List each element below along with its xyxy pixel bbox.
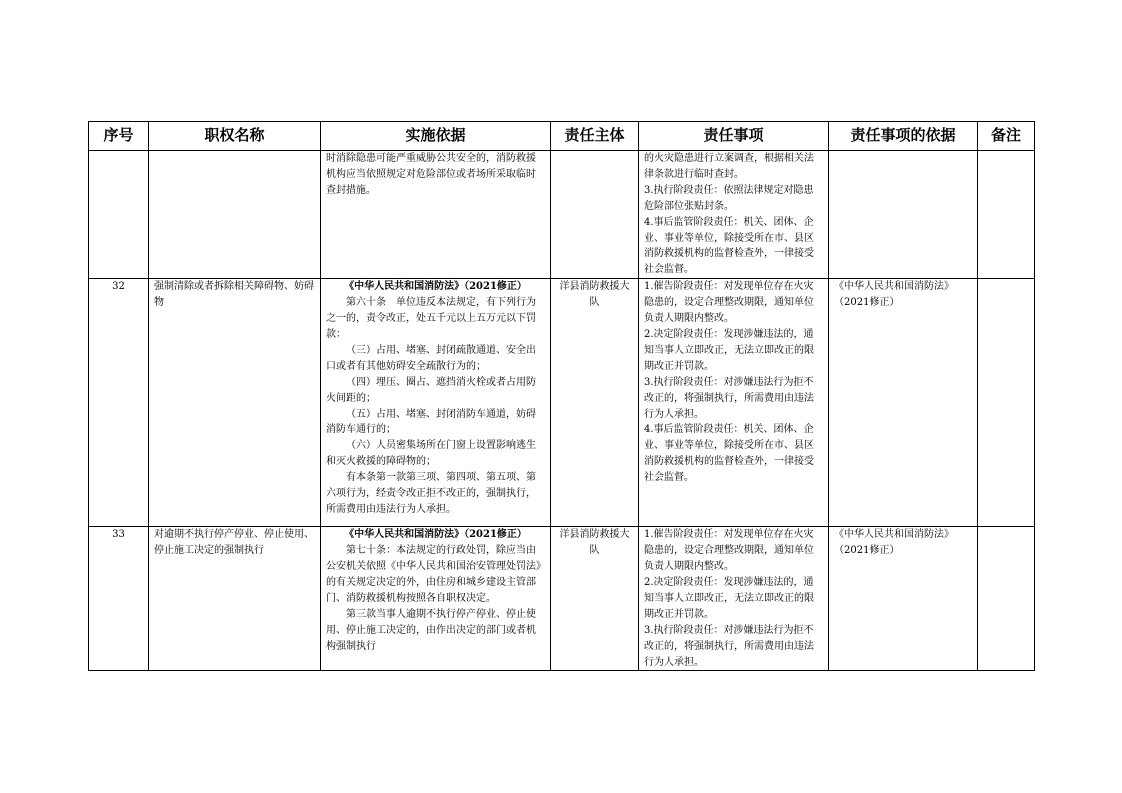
header-name: 职权名称 bbox=[149, 122, 321, 151]
table-row-continued bbox=[89, 151, 1035, 279]
law-paragraph: 有本条第一款第三项、第四项、第五项、第六项行为，经责令改正拒不改正的，强制执行，所需费用由违法行为人承担。 bbox=[326, 472, 536, 515]
cell-seq: 33 bbox=[89, 527, 149, 671]
law-paragraph: （五）占用、堵塞、封闭消防车通道，妨碍消防车通行的； bbox=[326, 408, 536, 436]
cell-notes bbox=[978, 527, 1035, 671]
table-row-32 bbox=[89, 279, 1035, 527]
cell-seq: 32 bbox=[89, 279, 149, 527]
cell-duty-basis: 《中华人民共和国消防法》（2021修正） bbox=[829, 527, 978, 671]
header-duties: 责任事项 bbox=[639, 122, 829, 151]
cell-name bbox=[149, 151, 321, 279]
cell-duty-basis: 《中华人民共和国消防法》（2021修正） bbox=[829, 279, 978, 527]
table-row-33 bbox=[89, 527, 1035, 671]
header-notes: 备注 bbox=[978, 122, 1035, 151]
cell-name: 对逾期不执行停产停业、停止使用、停止施工决定的强制执行 bbox=[149, 527, 321, 671]
cell-notes bbox=[978, 151, 1035, 279]
cell-subject: 洋县消防救援大队 bbox=[551, 527, 639, 671]
header-basis: 实施依据 bbox=[321, 122, 551, 151]
cell-notes bbox=[978, 279, 1035, 527]
cell-subject: 洋县消防救援大队 bbox=[551, 279, 639, 527]
header-subject: 责任主体 bbox=[551, 122, 639, 151]
cell-duty-basis bbox=[829, 151, 978, 279]
cell-duties: 的火灾隐患进行立案调查，根据相关法律条款进行临时查封。 3.执行阶段责任：依照法律规定对隐患危险部位张贴封条。 4.事后监管阶段责任：机关、团体、企业、事业等单位，除接受所在市、县区消防救援机构的监督检查外，一律接受社会监督。 bbox=[639, 151, 829, 279]
law-paragraph: 第七十条：本法规定的行政处罚，除应当由公安机关依照《中华人民共和国治安管理处罚法》的有关规定决定的外，由住房和城乡建设主管部门、消防救援机构按照各自职权决定。 bbox=[326, 545, 541, 604]
law-paragraph: 第六十条 单位违反本法规定，有下列行为之一的，责令改正，处五千元以上五万元以下罚款： bbox=[326, 297, 536, 340]
law-paragraph: （四）埋压、圈占、遮挡消火栓或者占用防火间距的； bbox=[326, 376, 536, 404]
cell-basis: 时消除隐患可能严重威胁公共安全的，消防救援机构应当依照规定对危险部位或者场所采取临时查封措施。 bbox=[321, 151, 551, 279]
cell-basis bbox=[321, 527, 551, 671]
law-paragraph: （六）人员密集场所在门窗上设置影响逃生和灭火救援的障碍物的； bbox=[326, 440, 536, 468]
header-duty-basis: 责任事项的依据 bbox=[829, 122, 978, 151]
law-paragraph: （三）占用、堵塞、封闭疏散通道、安全出口或者有其他妨碍安全疏散行为的； bbox=[326, 344, 536, 372]
law-paragraph: 第三款当事人逾期不执行停产停业、停止使用、停止施工决定的，由作出决定的部门或者机构强制执行 bbox=[326, 608, 536, 652]
cell-subject bbox=[551, 151, 639, 279]
law-title: 《中华人民共和国消防法》（2021修正） bbox=[344, 281, 527, 293]
header-seq: 序号 bbox=[89, 122, 149, 151]
header-row bbox=[89, 122, 1035, 151]
law-title: 《中华人民共和国消防法》（2021修正） bbox=[344, 529, 527, 541]
cell-duties: 1.催告阶段责任：对发现单位存在火灾隐患的，设定合理整改期限，通知单位负责人期限内整改。 2.决定阶段责任：发现涉嫌违法的，通知当事人立即改正，无法立即改正的限期改正并罚款。 3.执行阶段责任：对涉嫌违法行为拒不改正的，将强制执行，所需费用由违法行为人承担。 bbox=[639, 527, 829, 671]
cell-seq bbox=[89, 151, 149, 279]
authority-table bbox=[88, 121, 1035, 671]
cell-name: 强制清除或者拆除相关障碍物、妨碍物 bbox=[149, 279, 321, 527]
cell-basis bbox=[321, 279, 551, 527]
cell-duties: 1.催告阶段责任：对发现单位存在火灾隐患的，设定合理整改期限，通知单位负责人期限内整改。 2.决定阶段责任：发现涉嫌违法的，通知当事人立即改正，无法立即改正的限期改正并罚款。 3.执行阶段责任：对涉嫌违法行为拒不改正的，将强制执行，所需费用由违法行为人承担。 4.事后监管阶段责任：机关、团体、企业、事业等单位，除接受所在市、县区消防救援机构的监督检查外，一律接受社会监督。 bbox=[639, 279, 829, 527]
